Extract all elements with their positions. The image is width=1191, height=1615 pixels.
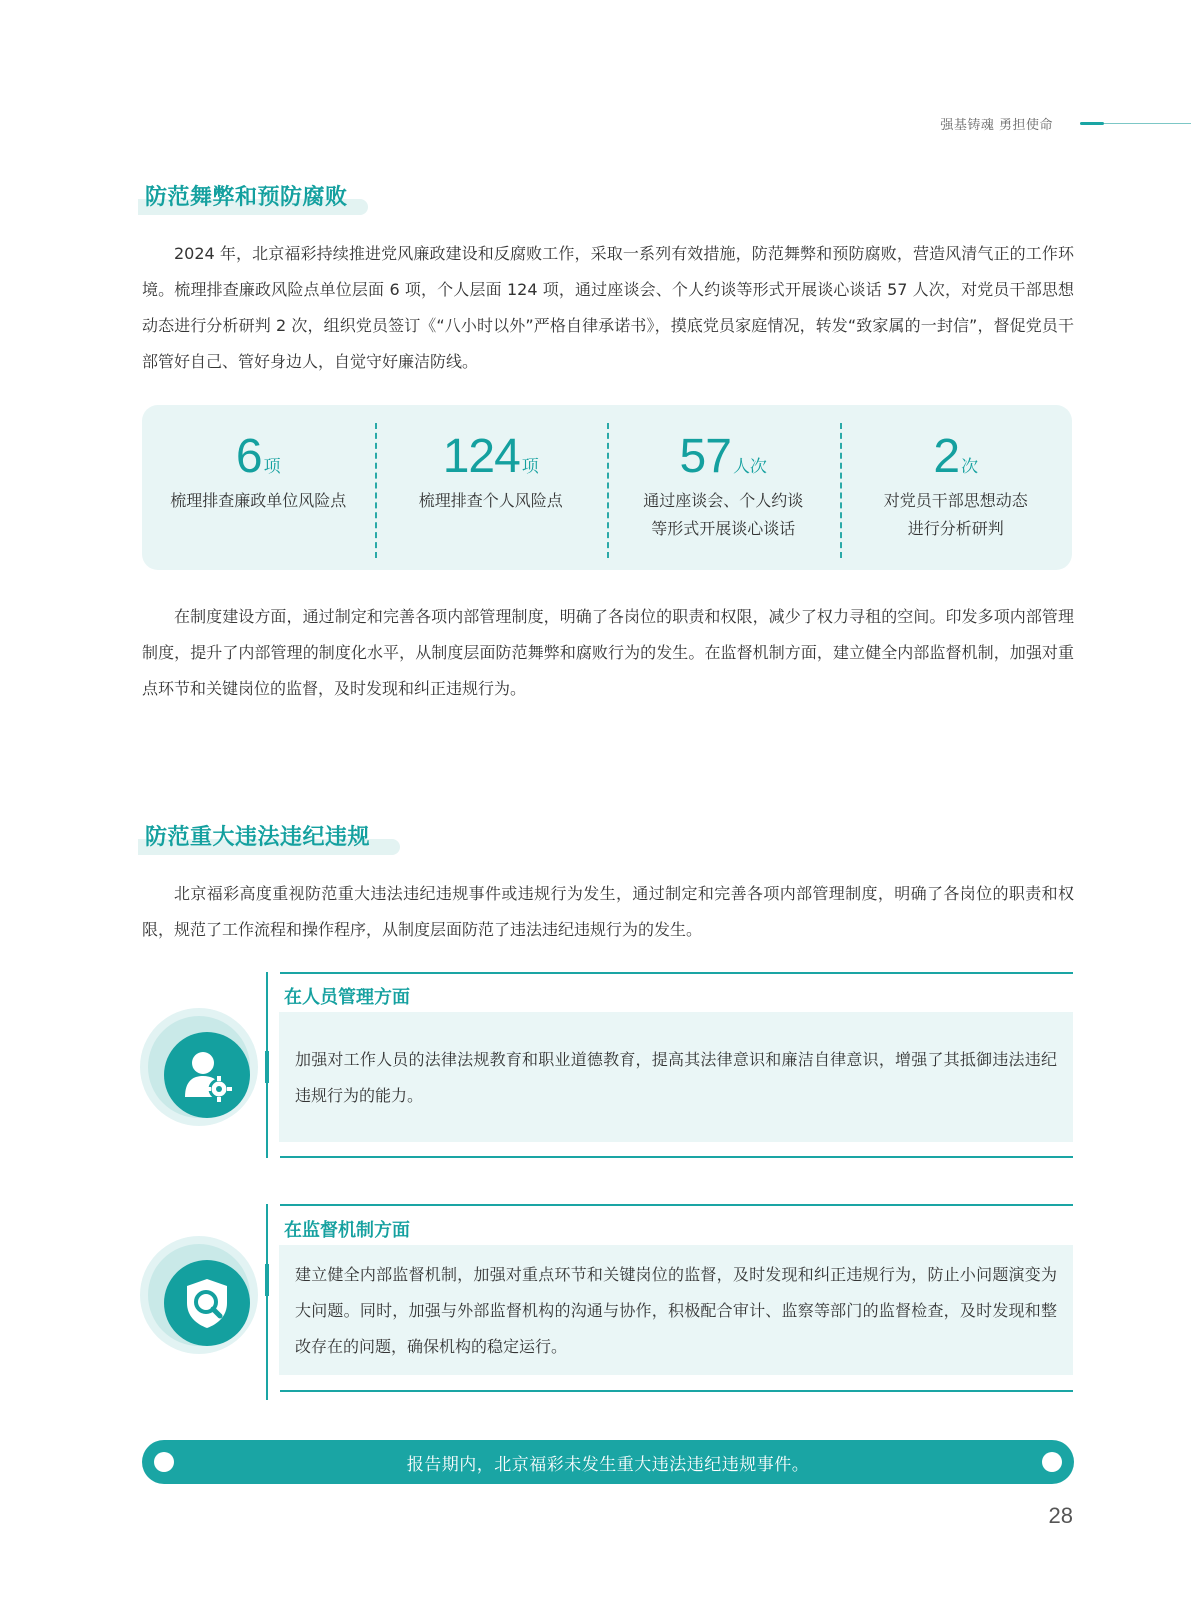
section2-intro-paragraph: 北京福彩高度重视防范重大违法违纪违规事件或违规行为发生，通过制定和完善各项内部管理制度，明确了各岗位的职责和权限，规范了工作流程和操作程序，从制度层面防范了违法违纪违规行为的发生。 [142, 884, 1074, 939]
card-top-rule [280, 1204, 1073, 1206]
card-bottom-rule [280, 1390, 1073, 1392]
header-accent-line [1080, 122, 1104, 125]
stat-unit-risk-points [142, 405, 375, 570]
person-gear-icon [164, 1032, 250, 1118]
page-number: 28 [1048, 1503, 1073, 1528]
shield-search-icon [164, 1260, 250, 1346]
banner-dot-left [154, 1452, 174, 1472]
stat-unit: 项 [263, 457, 281, 477]
stat-label-line: 对党员干部思想动态 [883, 491, 1028, 510]
card-text: 建立健全内部监督机制，加强对重点环节和关键岗位的监督，及时发现和纠正违规行为，防止小问题演变为大问题。同时，加强与外部监督机构的沟通与协作，积极配合审计、监察等部门的监督检查，及时发现和整改存在的问题，确保机构的稳定运行。 [295, 1265, 1057, 1356]
stats-panel [142, 405, 1072, 570]
stat-personal-risk-points [375, 405, 608, 570]
stat-label-line: 通过座谈会、个人约谈 [643, 491, 804, 510]
card-left-marker [265, 1264, 269, 1296]
card-title-personnel: 在人员管理方面 [284, 987, 410, 1008]
section-title-anti-fraud: 防范舞弊和预防腐败 [145, 185, 348, 210]
stat-label [607, 487, 840, 543]
stat-label [840, 487, 1073, 543]
header-slogan: 强基铸魂 勇担使命 [940, 118, 1053, 133]
supervision-icon-badge [140, 1236, 258, 1354]
stat-label-line: 梳理排查个人风险点 [418, 491, 563, 510]
stat-value: 2 [933, 430, 960, 483]
personnel-icon-badge [140, 1008, 258, 1126]
card-supervision [279, 1245, 1073, 1375]
section1-intro-paragraph: 2024 年，北京福彩持续推进党风廉政建设和反腐败工作，采取一系列有效措施，防范舞弊和预防腐败，营造风清气正的工作环境。梳理排查廉政风险点单位层面 6 项，个人层面 124 项，通过座谈会、个人约谈等形式开展谈心谈话 57 人次，对党员干部思想动态进行分析研判 2 次，组织党员签订《“八小时以外”严格自律承诺书》，摸底党员家庭情况，转发“致家属的一封信”，督促党员干部管好自己、管好身边人，自觉守好廉洁防线。 [142, 244, 1074, 371]
stat-analysis [840, 405, 1073, 570]
card-left-rule [266, 1204, 268, 1400]
card-personnel [279, 1012, 1073, 1142]
header-rule [1104, 123, 1191, 124]
stat-value: 6 [235, 430, 262, 483]
card-title-supervision: 在监督机制方面 [284, 1220, 410, 1241]
stat-value: 124 [442, 430, 520, 483]
banner-text: 报告期内，北京福彩未发生重大违法违纪违规事件。 [406, 1454, 810, 1475]
stat-unit: 次 [961, 457, 979, 477]
section-title-violations: 防范重大违法违纪违规 [145, 825, 371, 850]
card-left-marker [265, 1051, 269, 1083]
stat-value: 57 [679, 430, 731, 483]
stat-label-line: 进行分析研判 [907, 519, 1004, 538]
banner-dot-right [1042, 1452, 1062, 1472]
stat-label [142, 487, 375, 515]
stat-label [375, 487, 608, 515]
card-text: 加强对工作人员的法律法规教育和职业道德教育，提高其法律意识和廉洁自律意识，增强了其抵御违法违纪违规行为的能力。 [295, 1050, 1057, 1105]
stat-unit: 项 [521, 457, 539, 477]
section1-body-paragraph: 在制度建设方面，通过制定和完善各项内部管理制度，明确了各岗位的职责和权限，减少了权力寻租的空间。印发多项内部管理制度，提升了内部管理的制度化水平，从制度层面防范舞弊和腐败行为的发生。在监督机制方面，建立健全内部监督机制，加强对重点环节和关键岗位的监督，及时发现和纠正违规行为。 [142, 607, 1074, 698]
stat-label-line: 等形式开展谈心谈话 [651, 519, 796, 538]
stat-unit: 人次 [732, 457, 767, 477]
stat-label-line: 梳理排查廉政单位风险点 [170, 491, 347, 510]
conclusion-banner [142, 1440, 1074, 1484]
card-bottom-rule [280, 1156, 1073, 1158]
card-top-rule [280, 972, 1073, 974]
stat-talks [607, 405, 840, 570]
